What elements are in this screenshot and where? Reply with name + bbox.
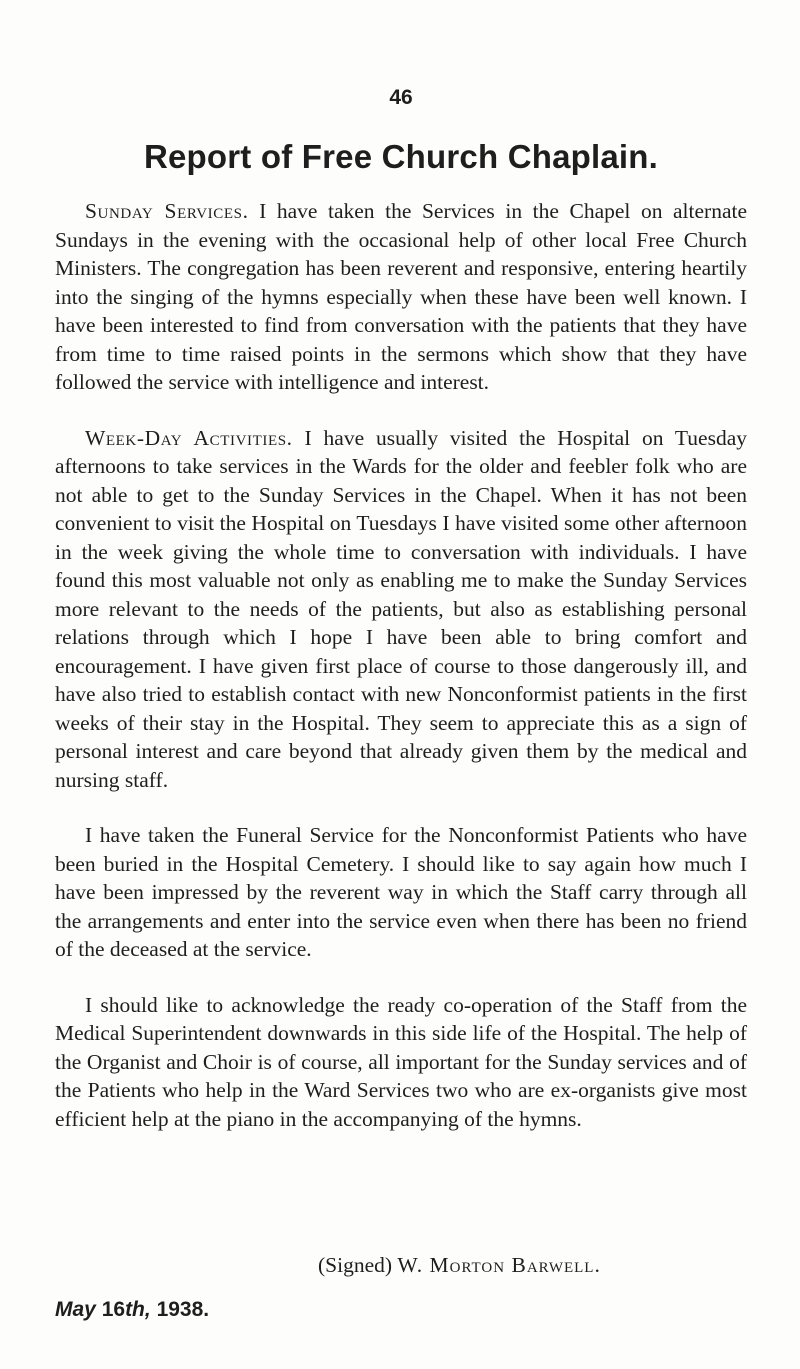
paragraph-week-day-activities <box>55 424 747 795</box>
signature-prefix: (Signed) <box>318 1253 393 1277</box>
date-ordinal: th, <box>125 1298 151 1321</box>
paragraph-text: I have taken the Services in the Chapel on alternate Sundays in the evening with the occasional help of other local Free Church Ministers. The congregation has been reverent and responsive, entering heartily into the singing of the hymns especially when these have been well known. I have been interested to find from conversation with the patients that they have from time to time raised points in the sermons which show that they have followed the service with intelligence and interest. <box>55 199 748 394</box>
report-date <box>55 1298 209 1322</box>
date-year: 1938. <box>156 1298 210 1321</box>
paragraph-text: I have usually visited the Hospital on Tuesday afternoons to take services in the Wards for the older and feebler folk who are not able to get to the Sunday Services in the Chapel. When it has not been convenient to visit the Hospital on Tuesdays I have visited some other afternoon in the week giving the whole time to conversation with individuals. I have found this most valuable not only as enabling me to make the Sunday Services more relevant to the needs of the patients, but also as establishing personal relations through which I hope I have been able to bring comfort and encouragement. I have given first place of course to those dangerously ill, and have also tried to establish contact with new Nonconformist patients in the first weeks of their stay in the Hospital. They seem to appreciate this as a sign of personal interest and care beyond that already given them by the medical and nursing staff. <box>55 425 748 792</box>
paragraph-text: I should like to acknowledge the ready co-operation of the Staff from the Medical Superintendent downwards in this side life of the Hospital. The help of the Organist and Choir is of course, all important for the Sunday services and of the Patients who help in the Ward Services two who are ex-organists give most efficient help at the piano in the accompanying of the hymns. <box>55 992 747 1131</box>
date-day: 16 <box>101 1298 126 1321</box>
signature-name: W. Morton Barwell. <box>397 1253 601 1277</box>
paragraph-sunday-services <box>55 197 747 397</box>
report-title: Report of Free Church Chaplain. <box>143 138 659 175</box>
section-heading-sunday-services: Sunday Services. <box>85 199 249 223</box>
date-month: May <box>55 1298 96 1321</box>
paragraph-text: I have taken the Funeral Service for the Nonconformist Patients who have been buried in the Hospital Cemetery. I should like to say again how much I have been impressed by the reverent way in which the Staff carry through all the arrangements and enter into the service even when there has been no friend of the deceased at the service. <box>55 823 747 961</box>
page-number: 46 <box>389 86 413 109</box>
section-heading-week-day-activities: Week-Day Activities. <box>85 425 293 450</box>
paragraph-acknowledgements <box>55 991 747 1134</box>
paragraph-funeral-service <box>55 821 747 964</box>
report-body <box>55 197 747 1160</box>
signature-line <box>318 1253 601 1278</box>
